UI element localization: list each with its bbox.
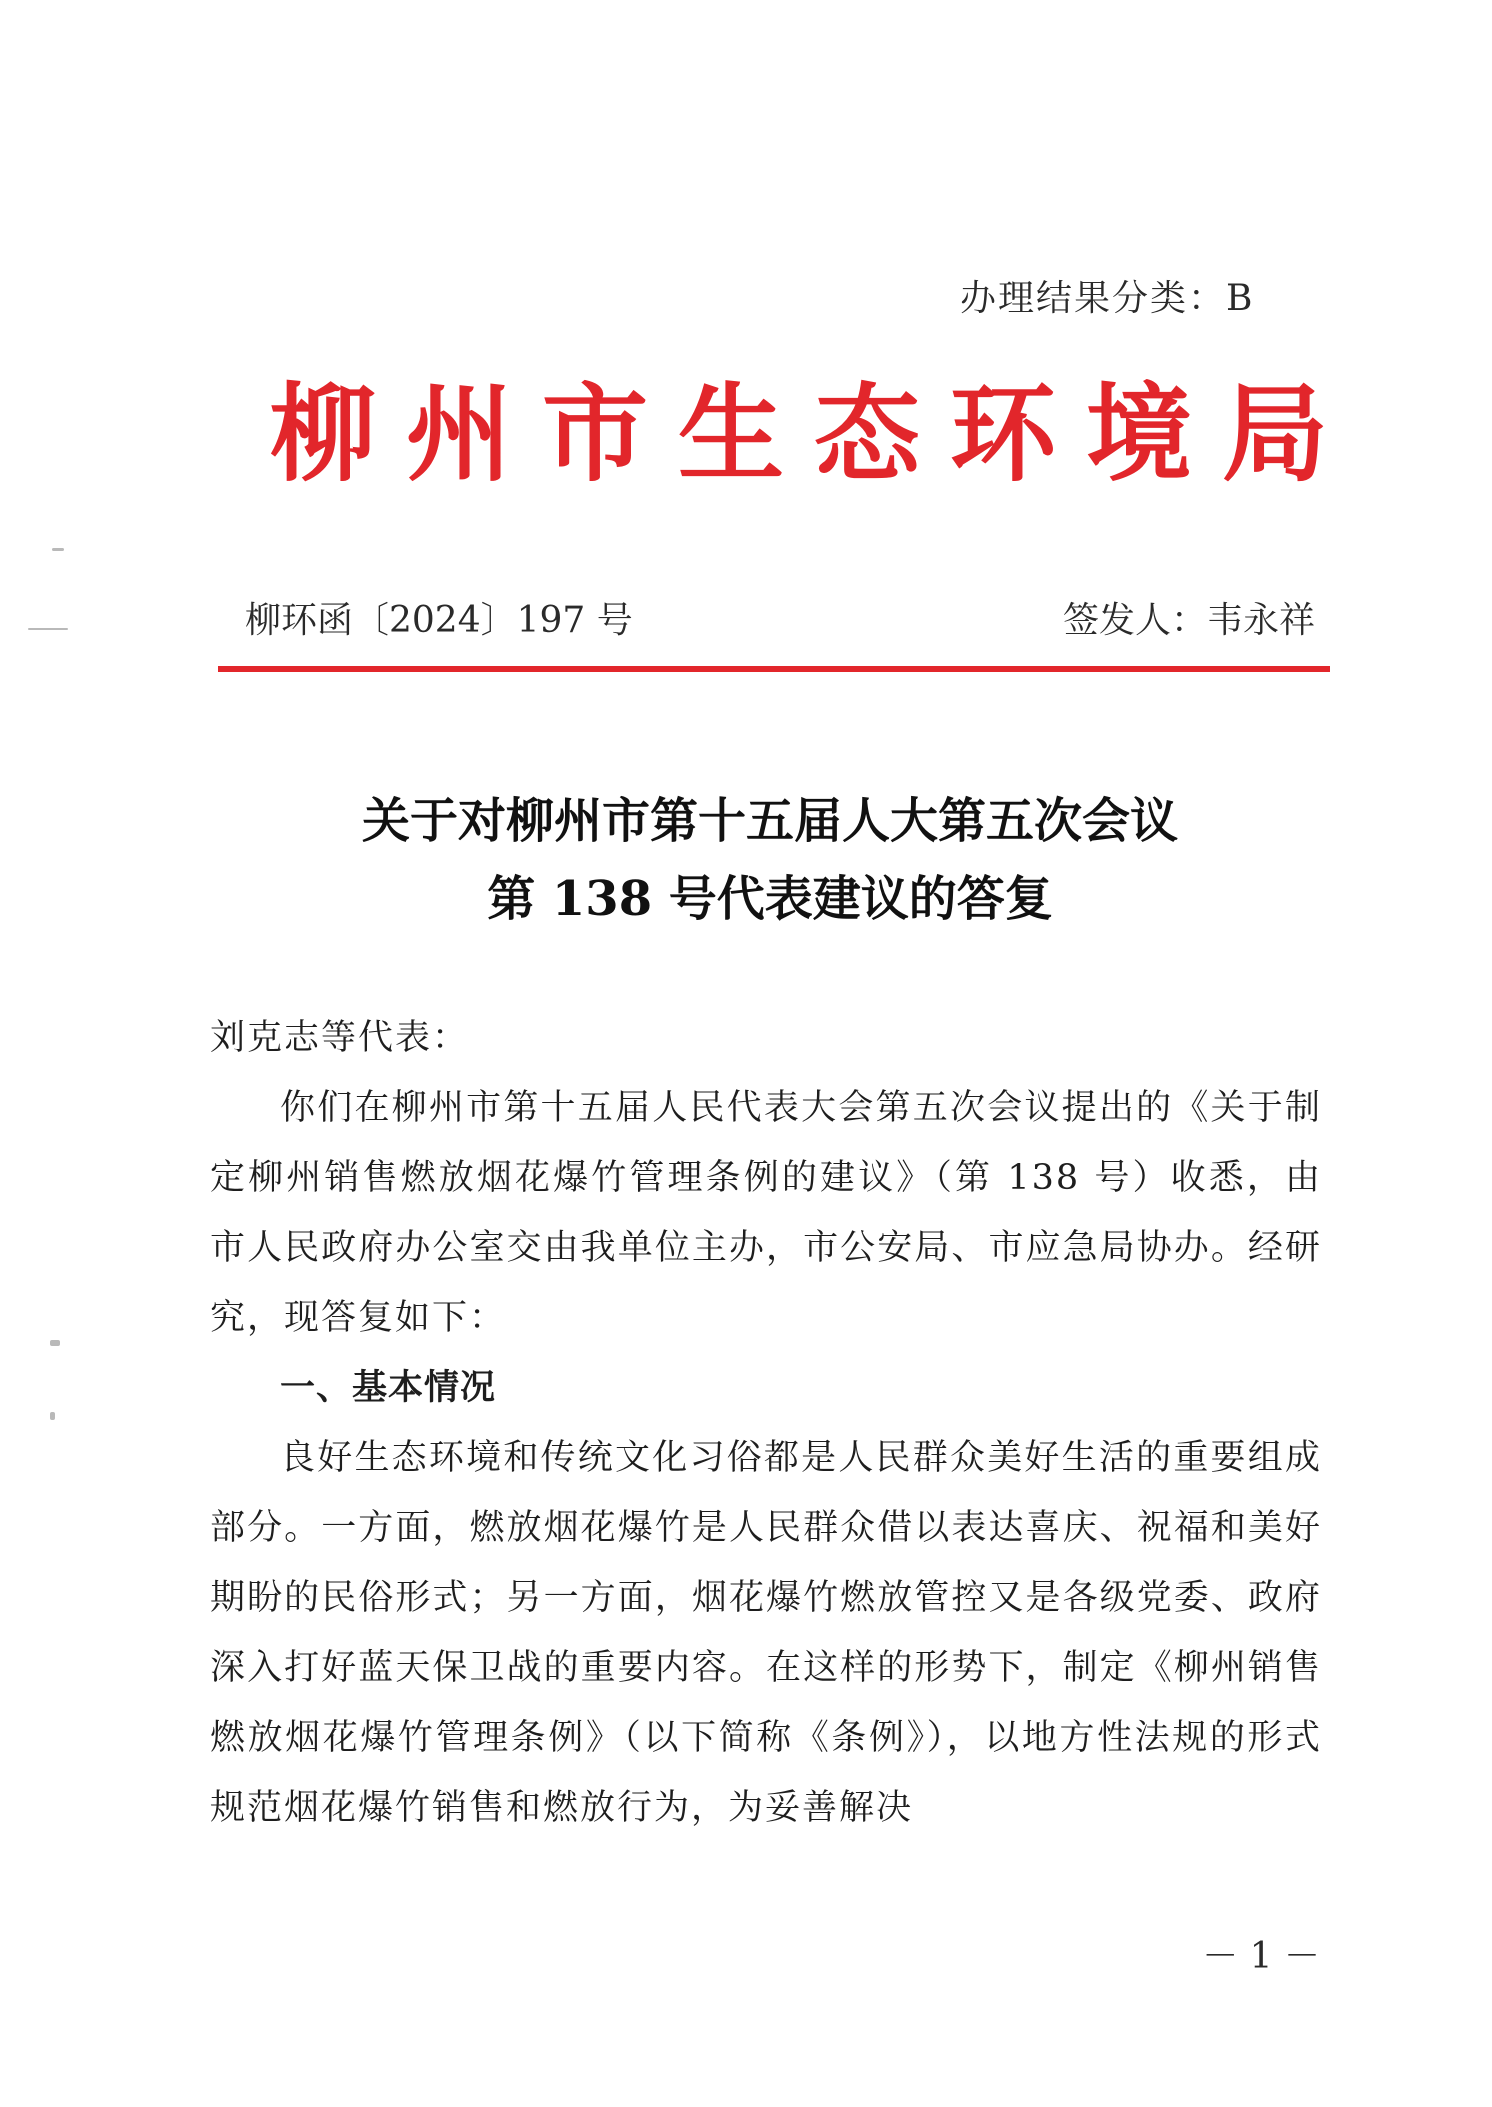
document-number: 柳环函〔2024〕197 号 [245, 600, 633, 641]
salutation: 刘克志等代表： [210, 1018, 470, 1058]
document-title [200, 782, 1340, 938]
scan-speck [28, 628, 68, 630]
scan-speck [50, 1412, 55, 1420]
scan-speck [52, 548, 64, 551]
page-number: － 1 － [1202, 1936, 1320, 1977]
red-divider-line [218, 666, 1330, 672]
handling-result-classification: 办理结果分类：B [960, 278, 1255, 319]
body-paragraph: 你们在柳州市第十五届人民代表大会第五次会议提出的《关于制定柳州销售燃放烟花爆竹管理条例的建议》（第 138 号）收悉，由市人民政府办公室交由我单位主办，市公安局、市应急局协办。经研究，现答复如下： [210, 1088, 1322, 1338]
agency-masthead: 柳州市生态环境局 [270, 373, 1358, 496]
scan-speck [50, 1340, 60, 1346]
signatory: 签发人：韦永祥 [1062, 600, 1315, 641]
body-paragraph: 良好生态环境和传统文化习俗都是人民群众美好生活的重要组成部分。一方面，燃放烟花爆竹是人民群众借以表达喜庆、祝福和美好期盼的民俗形式；另一方面，烟花爆竹燃放管控又是各级党委、政府深入打好蓝天保卫战的重要内容。在这样的形势下，制定《柳州销售燃放烟花爆竹管理条例》（以下简称《条例》），以地方性法规的形式规范烟花爆竹销售和燃放行为，为妥善解决 [210, 1438, 1322, 1828]
section-heading: 一、基本情况 [280, 1368, 497, 1408]
document-body [210, 1003, 1322, 1843]
document-meta-row [245, 592, 1315, 643]
title-line-2: 第 138 号代表建议的答复 [487, 871, 1053, 927]
title-line-1: 关于对柳州市第十五届人大第五次会议 [361, 793, 1178, 849]
